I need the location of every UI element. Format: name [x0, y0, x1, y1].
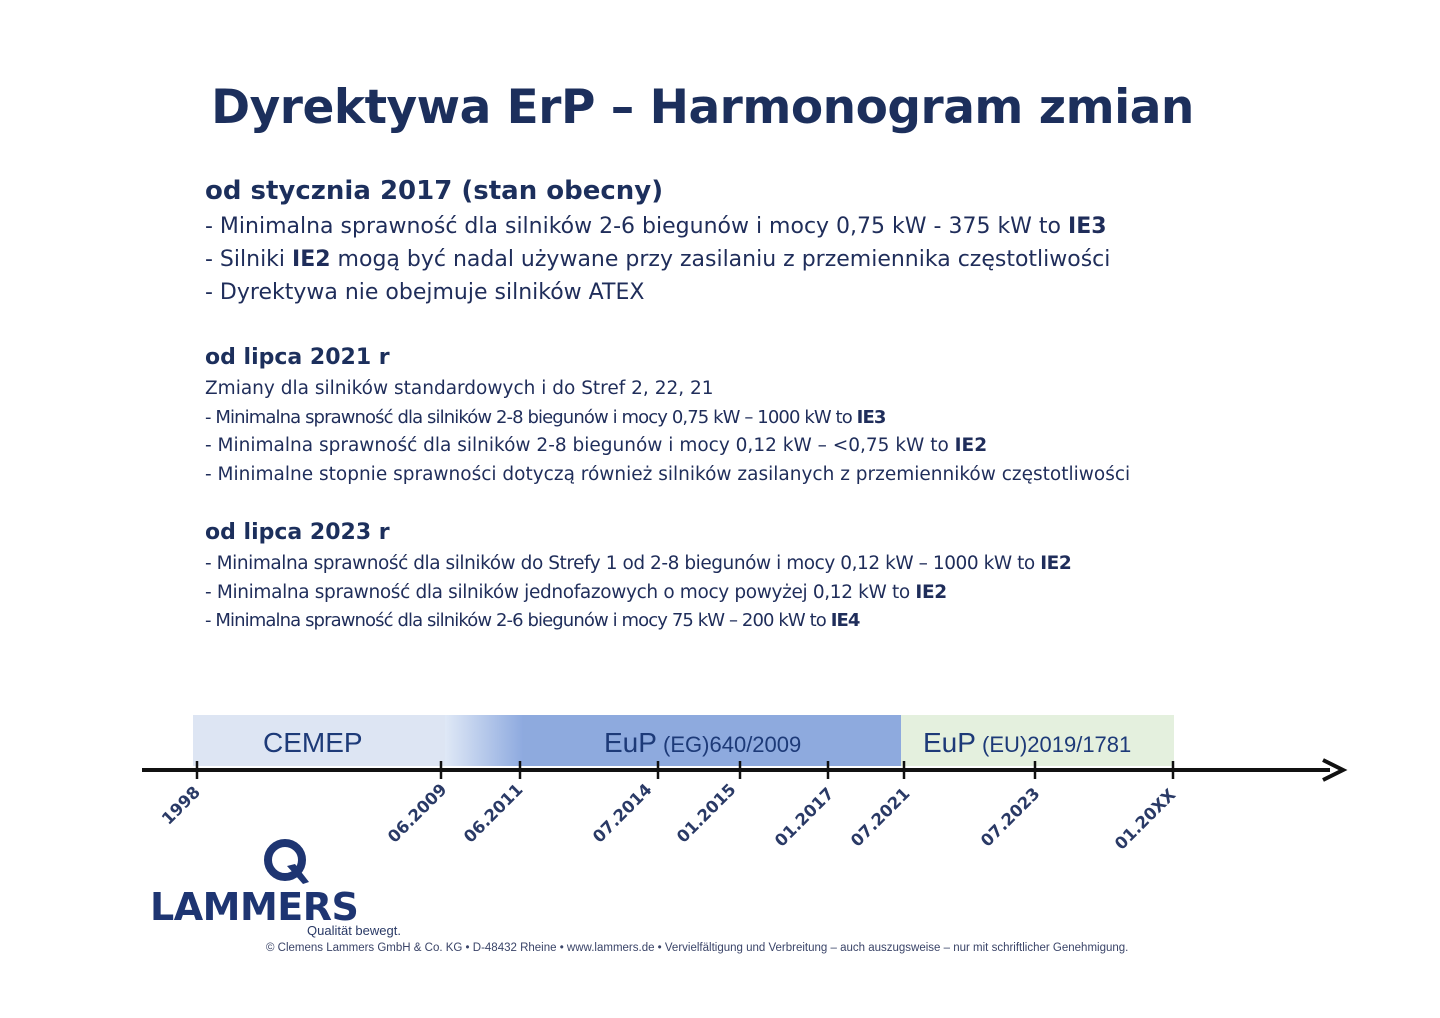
- date-label: 1998: [158, 782, 204, 829]
- band-label-eup-2019: EuP (EU)2019/1781: [923, 727, 1132, 758]
- logo-q-icon: [263, 838, 311, 888]
- section-heading: od lipca 2021 r: [205, 345, 390, 370]
- date-label: 01.2015: [673, 779, 740, 847]
- date-label: 07.2023: [977, 783, 1044, 851]
- band-label-cemep: CEMEP: [263, 727, 363, 758]
- bullet-line: - Minimalna sprawność dla silników 2-6 biegunów i mocy 0,75 kW - 375 kW to IE3: [205, 214, 1107, 239]
- logo-tagline: Qualität bewegt.: [307, 923, 401, 938]
- bullet-line: - Silniki IE2 mogą być nadal używane przy zasilaniu z przemiennika częstotliwości: [205, 247, 1111, 272]
- section-heading: od stycznia 2017 (stan obecny): [205, 176, 664, 206]
- bullet-line: - Dyrektywa nie obejmuje silników ATEX: [205, 280, 645, 305]
- bullet-line: - Minimalna sprawność dla silników 2-8 biegunów i mocy 0,75 kW – 1000 kW to IE3: [205, 406, 886, 428]
- bullet-line: - Minimalna sprawność dla silników do Strefy 1 od 2-8 biegunów i mocy 0,12 kW – 1000 kW to IE2: [205, 553, 1072, 574]
- bullet-line: - Minimalna sprawność dla silników 2-6 biegunów i mocy 75 kW – 200 kW to IE4: [205, 610, 860, 631]
- date-label: 07.2021: [847, 783, 914, 851]
- date-label: 06.2011: [460, 779, 527, 847]
- band-label-eup-2009: EuP (EG)640/2009: [604, 727, 802, 758]
- footer-copyright: © Clemens Lammers GmbH & Co. KG • D-48432 Rheine • www.lammers.de • Vervielfältigung und Verbreitung – auch auszugsweise – nur mit schriftlicher Genehmigung.: [266, 942, 1129, 954]
- date-label: 06.2009: [384, 779, 451, 847]
- date-label: 01.2017: [771, 783, 838, 851]
- bullet-line: - Minimalna sprawność dla silników 2-8 biegunów i mocy 0,12 kW – <0,75 kW to IE2: [205, 435, 988, 456]
- page-title: Dyrektywa ErP – Harmonogram zmian: [211, 80, 1194, 135]
- section-intro: Zmiany dla silników standardowych i do Stref 2, 22, 21: [205, 378, 714, 399]
- logo-wordmark: LAMMERS: [150, 885, 359, 929]
- bullet-line: - Minimalne stopnie sprawności dotyczą również silników zasilanych z przemienników częstotliwości: [205, 463, 1131, 485]
- date-label: 07.2014: [589, 779, 656, 847]
- date-label: 01.20XX: [1111, 785, 1180, 854]
- bullet-line: - Minimalna sprawność dla silników jednofazowych o mocy powyżej 0,12 kW to IE2: [205, 581, 947, 603]
- section-heading: od lipca 2023 r: [205, 520, 390, 545]
